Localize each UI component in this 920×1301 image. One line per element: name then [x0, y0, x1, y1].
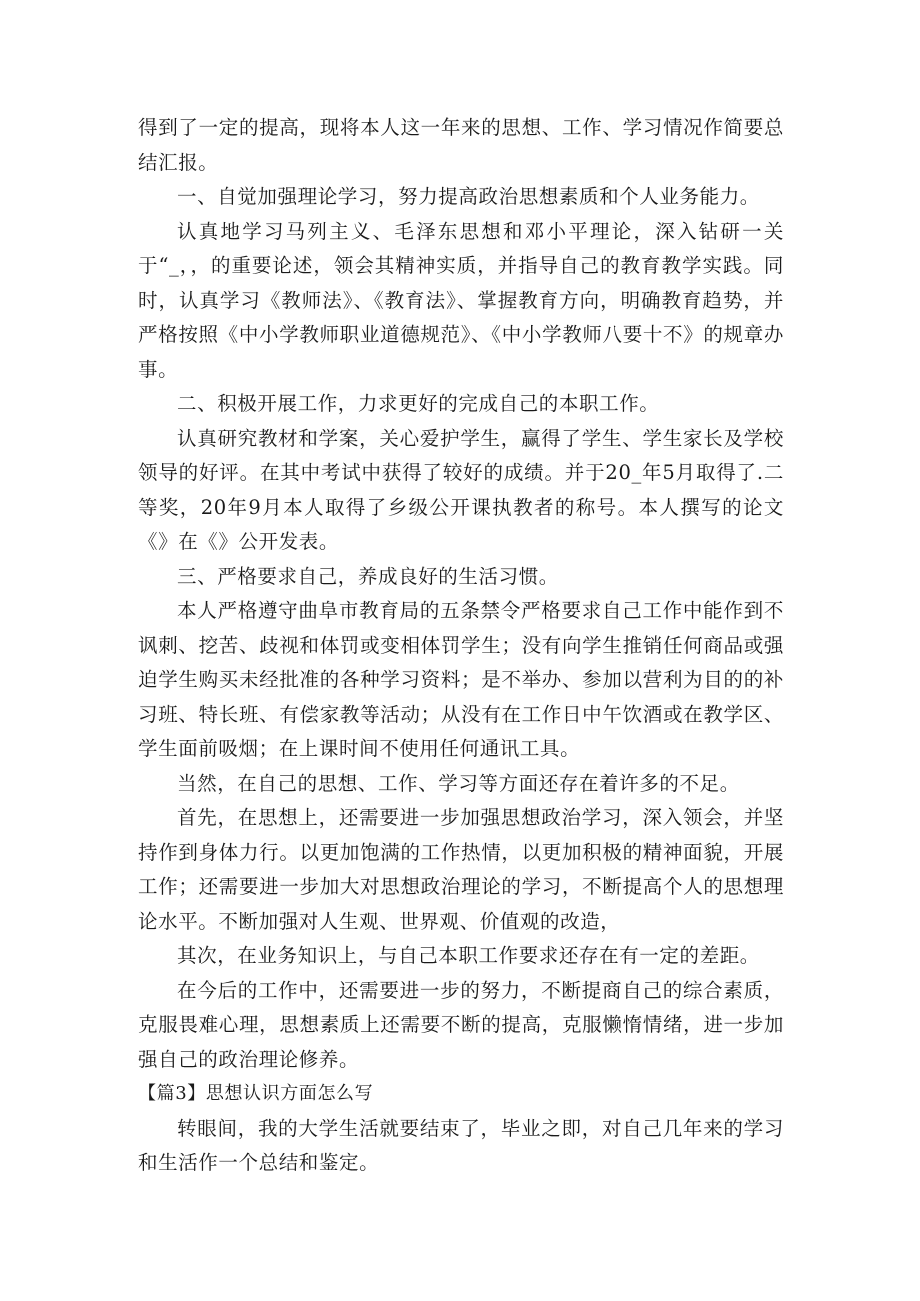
section-heading-3: 三、严格要求自己，养成良好的生活习惯。 [177, 564, 559, 588]
paragraph-discipline: 本人严格遵守曲阜市教育局的五条禁令严格要求自己工作中能作到不讽刺、挖苦、歧视和体罚或变相体罚学生；没有向学生推销任何商品或强迫学生购买未经批准的各种学习资料；是不举办、参加以营利为目的的补习班、特长班、有偿家教等活动；从没有在工作日中午饮酒或在教学区、学生面前吸烟；在上课时间不使用任何通讯工具。 [138, 599, 784, 760]
section-heading-2: 二、积极开展工作，力求更好的完成自己的本职工作。 [177, 392, 660, 415]
paragraph-shortcomings: 当然，在自己的思想、工作、学习等方面还存在着许多的不足。 [177, 771, 740, 795]
paragraph-future: 在今后的工作中，还需要进一步的努力，不断提商自己的综合素质，克服畏难心理，思想素质上还需要不断的提高，克服懒惰情绪，进一步加强自己的政治理论修养。 [138, 978, 784, 1071]
paragraph-graduation: 转眼间，我的大学生活就要结束了，毕业之即，对自己几年来的学习和生活作一个总结和鉴定。 [138, 1116, 784, 1174]
section-heading-1: 一、自觉加强理论学习，努力提高政治思想素质和个人业务能力。 [177, 185, 760, 208]
article-heading: 【篇3】思想认识方面怎么写 [138, 1083, 374, 1104]
paragraph-intro: 得到了一定的提高，现将本人这一年来的思想、工作、学习情况作简要总结汇报。 [138, 116, 784, 174]
paragraph-theory-study: 认真地学习马列主义、毛泽东思想和邓小平理论，深入钻研一关于“_，，的重要论述，领会其精神实质，并指导自己的教育教学实践。同时，认真学习《教师法》、《教育法》、掌握教育方向，明确教育趋势，并严格按照《中小学教师职业道德规范》、《中小学教师八要十不》的规章办事。 [138, 219, 784, 381]
paragraph-first: 首先，在思想上，还需要进一步加强思想政治学习，深入领会，并坚持作到身体力行。以更加饱满的工作热情，以更加积极的精神面貌，开展工作；还需要进一步加大对思想政治理论的学习，不断提高个人的思想理论水平。不断加强对人生观、世界观、价值观的改造， [138, 806, 784, 933]
paragraph-second: 其次，在业务知识上，与自己本职工作要求还存在有一定的差距。 [177, 944, 760, 967]
document-body [138, 111, 784, 1181]
paragraph-work: 认真研究教材和学案，关心爱护学生，赢得了学生、学生家长及学校领导的好评。在其中考试中获得了较好的成绩。并于20_年5月取得了.二等奖，20年9月本人取得了乡级公开课执教者的称号。本人撰写的论文《》在《》公开发表。 [138, 426, 784, 553]
